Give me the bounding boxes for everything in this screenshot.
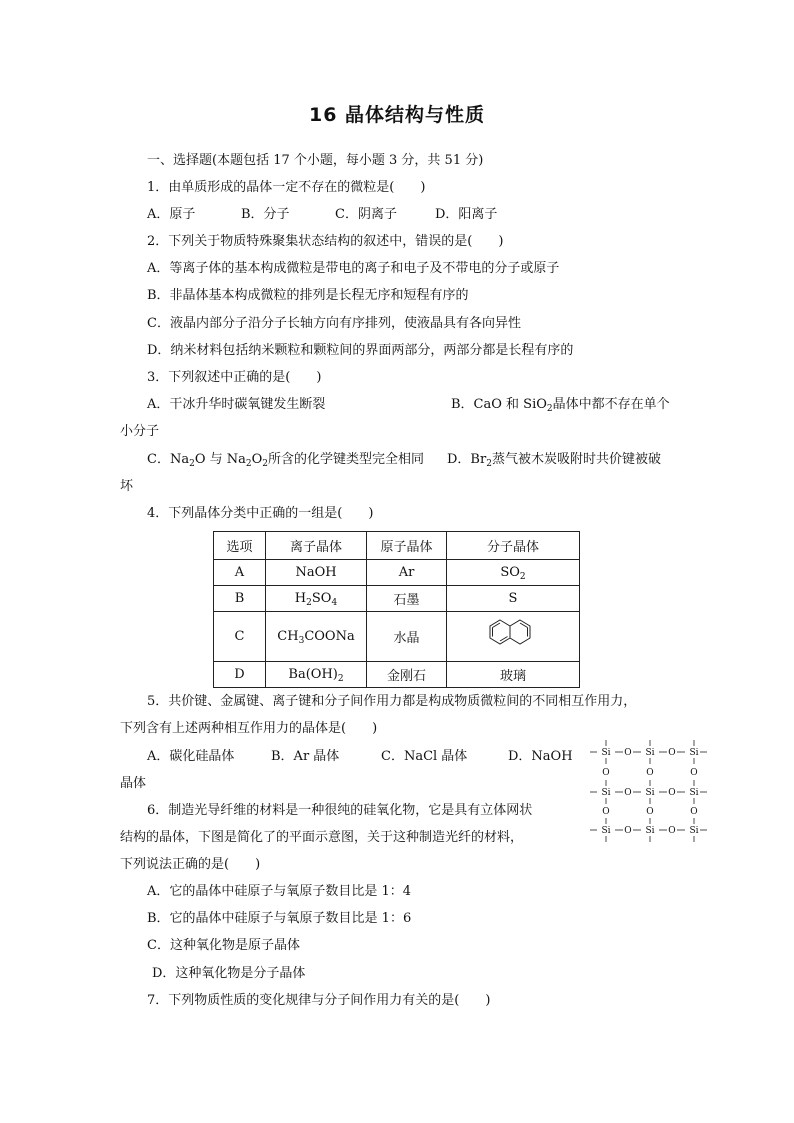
silicon-atom-label: Si <box>689 748 699 758</box>
table-cell: D <box>214 662 266 688</box>
text-run: 所含的化学键类型完全相同 <box>268 452 425 467</box>
text-run: 晶体中都不存在单个 <box>552 397 670 412</box>
subscript: 4 <box>331 598 338 608</box>
question-2-option-d: D．纳米材料包括纳米颗粒和颗粒间的界面两部分，两部分都是长程有序的 <box>147 343 574 358</box>
table-cell <box>447 612 580 662</box>
oxygen-atom-label: O <box>624 826 632 836</box>
question-6-option-a: A．它的晶体中硅原子与氧原子数目比是 1：4 <box>147 884 412 899</box>
text-run: D．Br <box>447 452 487 467</box>
oxygen-atom-label: O <box>668 826 676 836</box>
question-2-option-a: A．等离子体的基本构成微粒是带电的离子和电子及不带电的分子或原子 <box>147 261 560 276</box>
question-5-option-d-continued: 晶体 <box>120 776 147 791</box>
table-row <box>214 560 580 586</box>
text-run: C．Na <box>147 452 190 467</box>
text-run: O 与 Na <box>194 452 246 467</box>
oxygen-atom-label: O <box>602 807 610 817</box>
page-title: 16 晶体结构与性质 <box>308 104 486 126</box>
question-1-stem: 1．由单质形成的晶体一定不存在的微粒是( ) <box>147 180 426 195</box>
silicon-atom-label: Si <box>645 788 655 798</box>
question-6-option-d: D．这种氧化物是分子晶体 <box>152 966 306 981</box>
question-5-options <box>147 748 573 766</box>
option-b: B．分子 <box>241 207 290 222</box>
text-run: H <box>294 591 307 606</box>
oxygen-atom-label: O <box>690 768 698 778</box>
silicon-atom-label: Si <box>601 826 611 836</box>
text-run: Ba(OH) <box>288 667 338 682</box>
oxygen-atom-label: O <box>668 748 676 758</box>
oxygen-atom-label: O <box>602 768 610 778</box>
table-cell <box>266 586 367 612</box>
table-header-row <box>214 532 580 560</box>
table-cell <box>447 560 580 586</box>
table-row <box>214 612 580 662</box>
option-b: B．Ar 晶体 <box>271 749 340 764</box>
text-run: SO <box>500 565 520 580</box>
option-c: C．阴离子 <box>335 207 397 222</box>
table-cell: A <box>214 560 266 586</box>
oxygen-atom-label: O <box>690 807 698 817</box>
table-cell: 玻璃 <box>447 662 580 688</box>
section-heading: 一、选择题(本题包括 17 个小题，每小题 3 分，共 51 分) <box>147 153 484 168</box>
silicon-atom-label: Si <box>645 826 655 836</box>
option-d: D．NaOH <box>508 749 573 764</box>
question-1-options <box>147 206 497 224</box>
header-cell: 分子晶体 <box>447 532 580 560</box>
oxygen-atom-label: O <box>624 748 632 758</box>
table-cell: 水晶 <box>367 612 447 662</box>
subscript: 3 <box>298 636 305 646</box>
subscript: 2 <box>486 459 492 469</box>
table-cell: C <box>214 612 266 662</box>
text-run: SO <box>311 591 332 606</box>
table-row <box>214 586 580 612</box>
table-cell: B <box>214 586 266 612</box>
subscript: 2 <box>306 598 312 608</box>
question-3-option-c <box>147 451 424 469</box>
silicon-atom-label: Si <box>689 826 699 836</box>
oxygen-atom-label: O <box>668 788 676 798</box>
naphthalene-structure-icon <box>483 615 543 655</box>
question-7-stem: 7．下列物质性质的变化规律与分子间作用力有关的是( ) <box>147 993 491 1008</box>
question-4-stem: 4．下列晶体分类中正确的一组是( ) <box>147 506 374 521</box>
table-cell <box>266 612 367 662</box>
header-cell: 原子晶体 <box>367 532 447 560</box>
question-3-stem: 3．下列叙述中正确的是( ) <box>147 370 322 385</box>
subscript: 2 <box>546 404 553 414</box>
text-run: B．CaO 和 SiO <box>451 397 547 412</box>
question-3-option-b <box>451 396 670 414</box>
table-cell: NaOH <box>266 560 367 586</box>
table-cell <box>266 662 367 688</box>
oxygen-atom-label: O <box>646 768 654 778</box>
crystal-classification-table <box>213 531 580 688</box>
text-run: CH <box>277 629 299 644</box>
table-cell: 金刚石 <box>367 662 447 688</box>
subscript: 2 <box>262 459 269 469</box>
oxygen-atom-label: O <box>624 788 632 798</box>
question-3-option-b-continued: 小分子 <box>120 424 160 439</box>
table-cell: Ar <box>367 560 447 586</box>
header-cell: 选项 <box>214 532 266 560</box>
question-3-option-a: A．干冰升华时碳氧键发生断裂 <box>147 397 326 412</box>
silicon-atom-label: Si <box>689 788 699 798</box>
subscript: 2 <box>337 674 344 684</box>
option-c: C．NaCl 晶体 <box>381 749 468 764</box>
subscript: 2 <box>189 459 195 469</box>
text-run: 蒸气被木炭吸附时共价键被破 <box>491 452 661 467</box>
option-d: D．阳离子 <box>435 207 498 222</box>
header-cell: 离子晶体 <box>266 532 367 560</box>
oxygen-atom-label: O <box>646 807 654 817</box>
silicon-oxygen-network-diagram <box>588 738 708 850</box>
question-6-option-c: C．这种氧化物是原子晶体 <box>147 938 300 953</box>
table-row <box>214 662 580 688</box>
option-a: A．碳化硅晶体 <box>147 749 235 764</box>
question-6-stem: 6．制造光导纤维的材料是一种很纯的硅氧化物，它是具有立体网状 <box>147 803 533 818</box>
table-cell: 石墨 <box>367 586 447 612</box>
question-5-stem: 5．共价键、金属键、离子键和分子间作用力都是构成物质微粒间的不同相互作用力， <box>147 694 637 709</box>
silicon-atom-label: Si <box>601 748 611 758</box>
subscript: 2 <box>245 459 252 469</box>
text-run: O <box>251 452 263 467</box>
question-2-option-b: B．非晶体基本构成微粒的排列是长程无序和短程有序的 <box>147 288 469 303</box>
option-a: A．原子 <box>147 207 196 222</box>
question-6-stem-continued: 结构的晶体，下图是简化了的平面示意图，关于这种制造光纤的材料， <box>120 830 524 845</box>
question-2-option-c: C．液晶内部分子沿分子长轴方向有序排列，使液晶具有各向异性 <box>147 316 521 331</box>
subscript: 2 <box>519 572 526 582</box>
silicon-atom-label: Si <box>645 748 655 758</box>
question-3-option-d-continued: 坏 <box>120 479 134 494</box>
question-2-stem: 2．下列关于物质特殊聚集状态结构的叙述中，错误的是( ) <box>147 234 504 249</box>
question-6-stem-continued-2: 下列说法正确的是( ) <box>120 857 261 872</box>
question-3-option-d <box>447 451 661 469</box>
question-6-option-b: B．它的晶体中硅原子与氧原子数目比是 1：6 <box>147 911 412 926</box>
silicon-atom-label: Si <box>601 788 611 798</box>
question-5-stem-continued: 下列含有上述两种相互作用力的晶体是( ) <box>120 721 378 736</box>
table-cell: S <box>447 586 580 612</box>
text-run: COONa <box>304 629 355 644</box>
